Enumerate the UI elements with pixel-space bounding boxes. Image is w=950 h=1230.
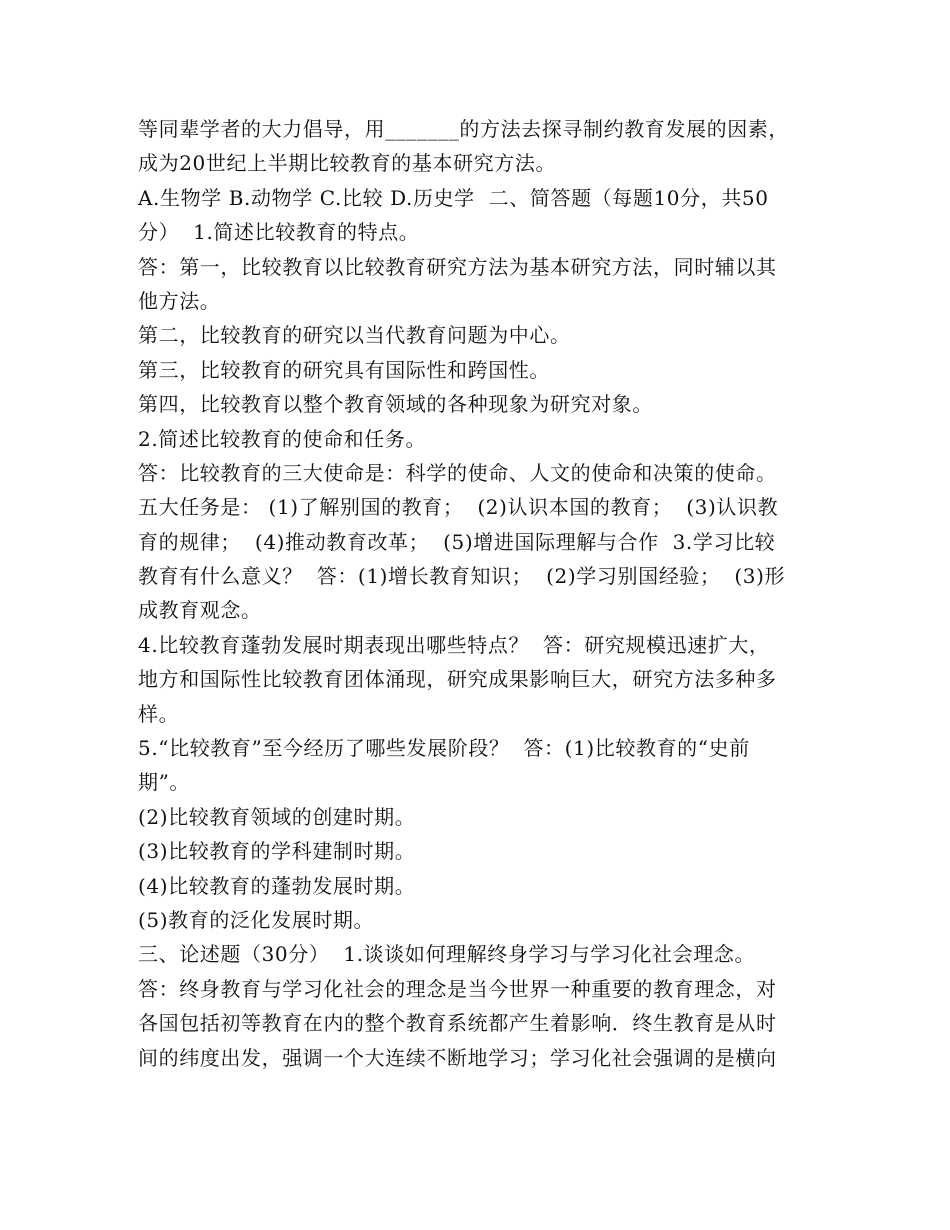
document-body	[138, 112, 828, 1075]
text-line: (5)教育的泛化发展时期。	[138, 907, 375, 932]
text-line: (4)比较教育的蓬勃发展时期。	[138, 873, 416, 898]
text-line: 五大任务是： (1)了解别国的教育； (2)认识本国的教育； (3)认识教	[138, 495, 779, 520]
text-line: 成教育观念。	[138, 598, 262, 623]
text-line: 间的纬度出发，强调一个大连续不断地学习；学习化社会强调的是横向	[138, 1045, 777, 1070]
text-line: 第二，比较教育的研究以当代教育问题为中心。	[138, 323, 571, 348]
text-line: 4.比较教育蓬勃发展时期表现出哪些特点？ 答：研究规模迅速扩大，	[138, 632, 770, 657]
text-line: 各国包括初等教育在内的整个教育系统都产生着影响．终生教育是从时	[138, 1011, 777, 1036]
text-line: 样。	[138, 701, 180, 726]
text-line: 第四，比较教育以整个教育领域的各种现象为研究对象。	[138, 392, 653, 417]
text-line: 地方和国际性比较教育团体涌现，研究成果影响巨大，研究方法多种多	[138, 667, 777, 692]
text-line: 期”。	[138, 770, 191, 795]
text-line: 答：终身教育与学习化社会的理念是当今世界一种重要的教育理念，对	[138, 976, 777, 1001]
text-line: 2.简述比较教育的使命和任务。	[138, 426, 427, 451]
text-line: 5.“比较教育”至今经历了哪些发展阶段？ 答：(1)比较教育的“史前	[138, 736, 750, 761]
text-line: 教育有什么意义？ 答：(1)增长教育知识； (2)学习别国经验； (3)形	[138, 564, 786, 589]
text-line: 答：比较教育的三大使命是：科学的使命、人文的使命和决策的使命。	[138, 460, 777, 485]
text-line: 三、论述题（30分） 1.谈谈如何理解终身学习与学习化社会理念。	[138, 942, 756, 967]
text-line: 答：第一，比较教育以比较教育研究方法为基本研究方法，同时辅以其	[138, 254, 777, 279]
text-line: 育的规律； (4)推动教育改革； (5)增进国际理解与合作 3.学习比较	[138, 529, 776, 554]
text-line: (3)比较教育的学科建制时期。	[138, 839, 416, 864]
text-line: 等同辈学者的大力倡导，用_______的方法去探寻制约教育发展的因素，	[138, 117, 789, 141]
text-line: 成为20世纪上半期比较教育的基本研究方法。	[138, 151, 557, 176]
text-line: 他方法。	[138, 288, 221, 313]
text-line: (2)比较教育领域的创建时期。	[138, 804, 416, 829]
text-line: A.生物学 B.动物学 C.比较 D.历史学 二、简答题（每题10分，共50	[138, 185, 769, 210]
text-line: 分） 1.简述比较教育的特点。	[138, 220, 420, 245]
text-line: 第三，比较教育的研究具有国际性和跨国性。	[138, 357, 550, 382]
